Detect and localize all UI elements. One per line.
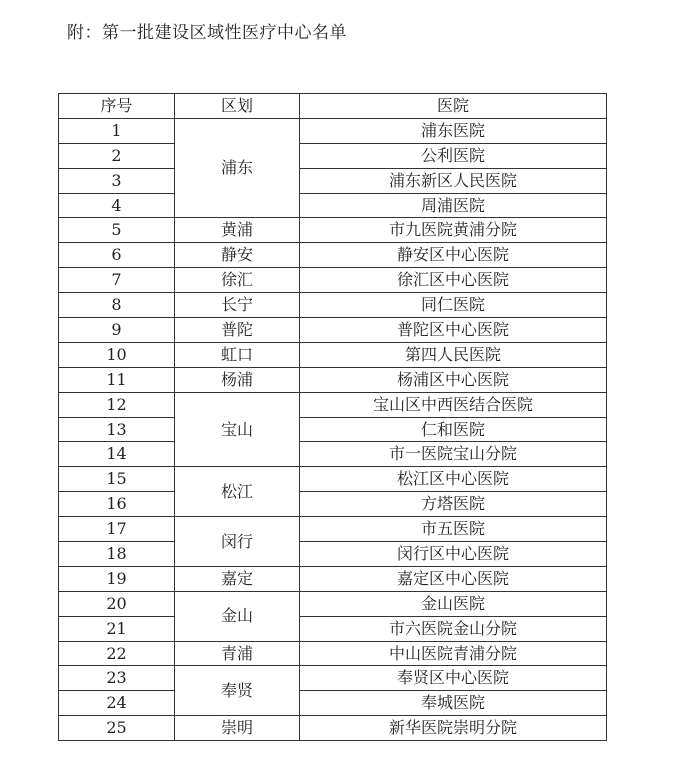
table-row	[59, 243, 607, 268]
row-hospital: 中山医院青浦分院	[300, 641, 607, 666]
header-row	[59, 94, 607, 119]
table-row	[59, 318, 607, 343]
row-hospital: 奉城医院	[300, 691, 607, 716]
row-hospital: 金山医院	[300, 591, 607, 616]
row-district: 浦东	[175, 118, 300, 218]
row-district: 虹口	[175, 342, 300, 367]
row-district: 长宁	[175, 293, 300, 318]
table-row	[59, 417, 607, 442]
table-row	[59, 616, 607, 641]
table-row	[59, 143, 607, 168]
row-hospital: 普陀区中心医院	[300, 318, 607, 343]
table-row	[59, 666, 607, 691]
row-index: 4	[59, 193, 175, 218]
row-district: 金山	[175, 591, 300, 641]
table-header	[59, 94, 607, 119]
row-index: 15	[59, 467, 175, 492]
row-index: 24	[59, 691, 175, 716]
row-hospital: 嘉定区中心医院	[300, 566, 607, 591]
table-row	[59, 442, 607, 467]
table-row	[59, 492, 607, 517]
row-district: 闵行	[175, 517, 300, 567]
row-hospital: 浦东新区人民医院	[300, 168, 607, 193]
table-row	[59, 566, 607, 591]
table-row	[59, 542, 607, 567]
table-row	[59, 392, 607, 417]
row-index: 18	[59, 542, 175, 567]
row-hospital: 方塔医院	[300, 492, 607, 517]
table-row	[59, 641, 607, 666]
row-district: 松江	[175, 467, 300, 517]
table-row	[59, 591, 607, 616]
row-index: 3	[59, 168, 175, 193]
header-index: 序号	[59, 94, 175, 119]
row-district: 普陀	[175, 318, 300, 343]
row-hospital: 松江区中心医院	[300, 467, 607, 492]
row-hospital: 市六医院金山分院	[300, 616, 607, 641]
row-hospital: 市一医院宝山分院	[300, 442, 607, 467]
row-hospital: 新华医院崇明分院	[300, 716, 607, 741]
row-hospital: 仁和医院	[300, 417, 607, 442]
row-district: 青浦	[175, 641, 300, 666]
header-district: 区划	[175, 94, 300, 119]
row-index: 20	[59, 591, 175, 616]
row-district: 黄浦	[175, 218, 300, 243]
row-hospital: 公利医院	[300, 143, 607, 168]
table-row	[59, 716, 607, 741]
row-hospital: 浦东医院	[300, 118, 607, 143]
row-hospital: 宝山区中西医结合医院	[300, 392, 607, 417]
row-hospital: 静安区中心医院	[300, 243, 607, 268]
row-index: 21	[59, 616, 175, 641]
row-district: 徐汇	[175, 268, 300, 293]
row-hospital: 同仁医院	[300, 293, 607, 318]
row-district: 杨浦	[175, 367, 300, 392]
table-body	[59, 118, 607, 740]
row-index: 10	[59, 342, 175, 367]
row-district: 宝山	[175, 392, 300, 467]
page-title: 附：第一批建设区域性医疗中心名单	[67, 23, 347, 43]
header-hospital: 医院	[300, 94, 607, 119]
row-hospital: 第四人民医院	[300, 342, 607, 367]
table-row	[59, 268, 607, 293]
row-index: 8	[59, 293, 175, 318]
table-row	[59, 193, 607, 218]
table-row	[59, 342, 607, 367]
table-row	[59, 218, 607, 243]
row-district: 静安	[175, 243, 300, 268]
row-index: 9	[59, 318, 175, 343]
row-hospital: 周浦医院	[300, 193, 607, 218]
row-index: 11	[59, 367, 175, 392]
row-index: 2	[59, 143, 175, 168]
row-index: 19	[59, 566, 175, 591]
row-hospital: 市五医院	[300, 517, 607, 542]
table-row	[59, 293, 607, 318]
row-index: 16	[59, 492, 175, 517]
row-hospital: 杨浦区中心医院	[300, 367, 607, 392]
table-row	[59, 118, 607, 143]
row-index: 13	[59, 417, 175, 442]
table-row	[59, 691, 607, 716]
row-index: 6	[59, 243, 175, 268]
row-index: 25	[59, 716, 175, 741]
row-district: 嘉定	[175, 566, 300, 591]
row-district: 崇明	[175, 716, 300, 741]
row-index: 7	[59, 268, 175, 293]
table-row	[59, 168, 607, 193]
hospital-table	[58, 93, 607, 741]
row-index: 1	[59, 118, 175, 143]
row-index: 12	[59, 392, 175, 417]
row-hospital: 市九医院黄浦分院	[300, 218, 607, 243]
row-hospital: 闵行区中心医院	[300, 542, 607, 567]
row-district: 奉贤	[175, 666, 300, 716]
table-row	[59, 517, 607, 542]
row-hospital: 徐汇区中心医院	[300, 268, 607, 293]
table-row	[59, 367, 607, 392]
row-index: 22	[59, 641, 175, 666]
row-index: 23	[59, 666, 175, 691]
row-index: 14	[59, 442, 175, 467]
row-index: 17	[59, 517, 175, 542]
row-hospital: 奉贤区中心医院	[300, 666, 607, 691]
table-row	[59, 467, 607, 492]
row-index: 5	[59, 218, 175, 243]
